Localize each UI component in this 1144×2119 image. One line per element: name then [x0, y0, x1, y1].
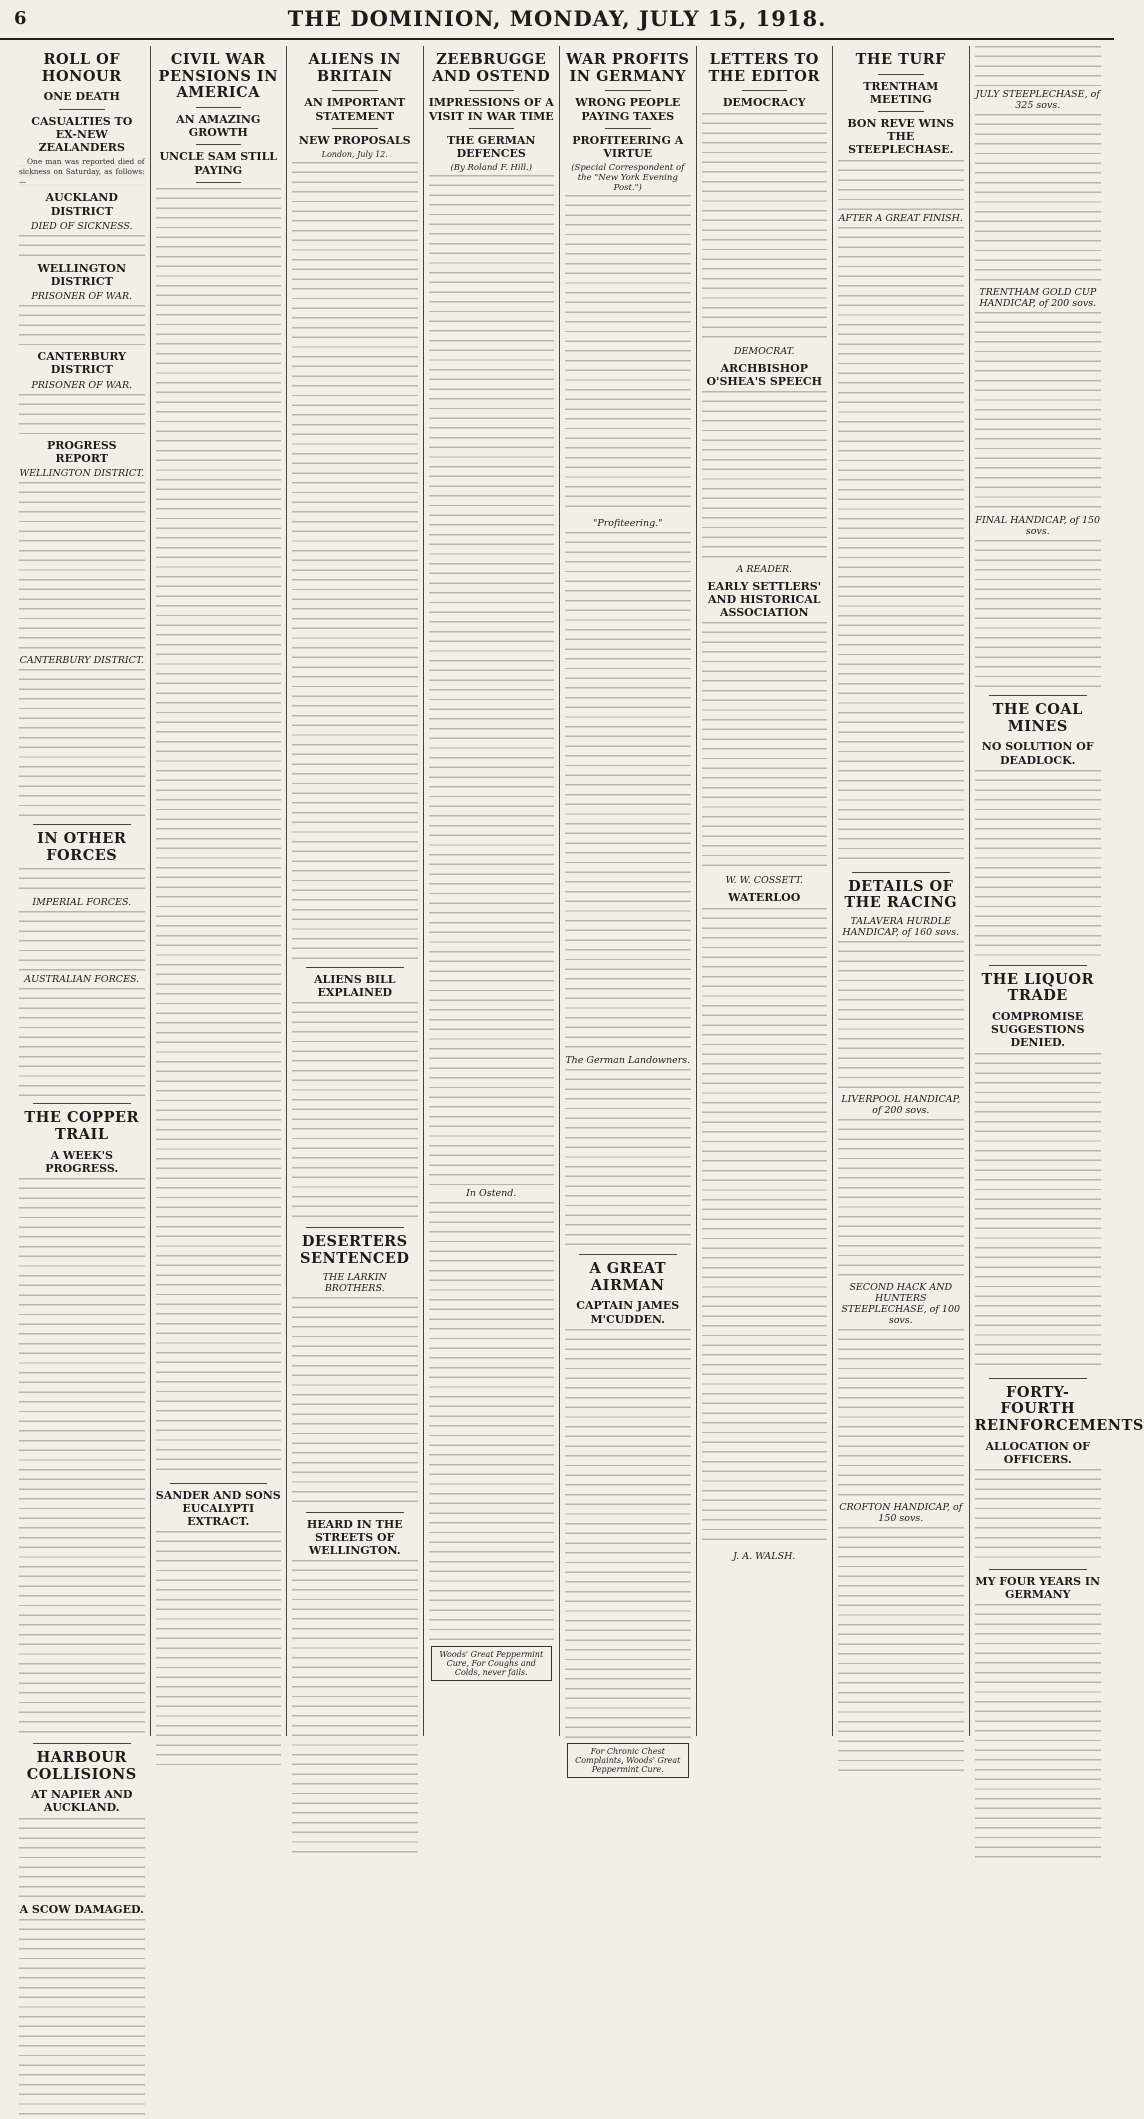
text-block: [292, 1002, 418, 1222]
text-block: [702, 908, 828, 1548]
signature: A READER.: [736, 563, 793, 575]
divider: [33, 824, 131, 825]
divider: [989, 1378, 1088, 1379]
text-lines: [702, 622, 828, 872]
text-lines: [429, 175, 555, 1185]
zeebrugge-ostend-heading: ZEEBRUGGE AND OSTEND: [432, 51, 551, 85]
text-block: [429, 175, 555, 1185]
details-racing-heading: DETAILS OF THE RACING: [844, 877, 958, 912]
text-block: [19, 988, 145, 1098]
divider: [469, 90, 515, 91]
text-block: [838, 1527, 964, 1777]
text-block: [19, 482, 145, 652]
july-steeplechase-label: JULY STEEPLECHASE, of 325 sovs.: [975, 89, 1100, 111]
column-3: [287, 46, 424, 1736]
great-finish-label: AFTER A GREAT FINISH.: [838, 212, 963, 224]
divider: [59, 109, 105, 110]
text-lines: [975, 1053, 1102, 1373]
text-block: [19, 235, 145, 257]
text-lines: [19, 1919, 145, 2119]
copper-trail-heading: THE COPPER TRAIL: [24, 1109, 140, 1143]
text-lines: [838, 227, 964, 867]
text-block: [565, 1329, 691, 1739]
text-block: [19, 1178, 145, 1738]
text-lines: [975, 1604, 1102, 1864]
civil-war-pensions-heading: CIVIL WAR PENSIONS IN AMERICA: [158, 51, 278, 102]
text-block: [19, 1818, 145, 1898]
text-lines: [292, 162, 418, 962]
text-block: [975, 1604, 1102, 1864]
crofton-label: CROFTON HANDICAP, of 150 sovs.: [839, 1501, 963, 1524]
uncle-sam-subheading: UNCLE SAM STILL PAYING: [159, 150, 278, 177]
no-solution-subheading: NO SOLUTION OF DEADLOCK.: [981, 740, 1094, 767]
divider: [989, 965, 1088, 966]
text-block: [156, 1531, 282, 1771]
mccudden-subheading: CAPTAIN JAMES M'CUDDEN.: [576, 1299, 680, 1326]
text-lines: [292, 1002, 418, 1222]
text-block: [975, 312, 1102, 512]
signature: W. W. COSSETT.: [725, 875, 804, 887]
roll-of-honour-heading: ROLL OF HONOUR: [41, 51, 122, 85]
died-of-sickness-label: DIED OF SICKNESS.: [30, 220, 133, 232]
column-7: [833, 46, 970, 1736]
text-lines: [292, 1297, 418, 1507]
napier-auckland-subheading: AT NAPIER AND AUCKLAND.: [31, 1788, 133, 1815]
war-profits-heading: WAR PROFITS IN GERMANY: [566, 51, 690, 85]
text-lines: [838, 1119, 964, 1279]
divider: [742, 90, 788, 91]
divider: [306, 967, 404, 968]
prisoner-of-war-label: PRISONER OF WAR.: [31, 379, 133, 391]
trentham-meeting-subheading: TRENTHAM MEETING: [863, 79, 939, 106]
article-body: [19, 157, 145, 186]
text-lines: [838, 1329, 964, 1499]
intro-text: One man was reported died of sickness on Saturday, as follows:—: [19, 157, 145, 186]
column-2: [151, 46, 288, 1736]
text-block: [292, 1560, 418, 1860]
text-block: [838, 941, 964, 1091]
divider: [605, 90, 651, 91]
divider: [196, 107, 242, 108]
text-lines: [292, 1560, 418, 1860]
text-block: [975, 114, 1102, 284]
compromise-subheading: COMPROMISE SUGGESTIONS DENIED.: [990, 1010, 1085, 1050]
german-landowners-label: The German Landowners.: [565, 1055, 691, 1067]
divider: [196, 144, 242, 145]
text-block: [702, 113, 828, 343]
text-lines: [702, 391, 828, 561]
chest-complaints-ad: For Chronic Chest Complaints, Woods' Great Peppermint Cure.: [567, 1743, 689, 1778]
aliens-in-britain-heading: ALIENS IN BRITAIN: [308, 51, 402, 85]
aliens-bill-explained-heading: ALIENS BILL EXPLAINED: [313, 972, 396, 1000]
peppermint-cure-ad: Woods' Great Peppermint Cure, For Coughs and Colds, never fails.: [431, 1646, 553, 1681]
divider: [170, 1483, 268, 1484]
dateline: London, July 12.: [321, 149, 388, 159]
column-8: [970, 46, 1144, 1736]
deserters-sentenced-heading: DESERTERS SENTENCED: [299, 1233, 410, 1267]
text-block: [292, 162, 418, 962]
liquor-trade-heading: THE LIQUOR TRADE: [981, 970, 1095, 1005]
scow-damaged-subheading: A SCOW DAMAGED.: [19, 1902, 144, 1916]
text-lines: [565, 532, 691, 1052]
text-lines: [975, 46, 1102, 86]
canterbury-district-heading: CANTERBURY DISTRICT: [37, 350, 127, 377]
byline: (Special Correspondent of the "New York Evening Post."): [571, 163, 685, 194]
text-block: [702, 622, 828, 872]
eucalypti-extract-heading: SANDER AND SONS EUCALYPTI EXTRACT.: [155, 1488, 281, 1529]
canterbury-district-label: CANTERBURY DISTRICT.: [19, 654, 144, 666]
bon-reve-subheading: BON REVE WINS THE STEEPLECHASE.: [847, 117, 955, 157]
text-block: [292, 1297, 418, 1507]
second-hack-label: SECOND HACK AND HUNTERS STEEPLECHASE, of 100 sovs.: [841, 1281, 961, 1326]
newspaper-title: THE DOMINION, MONDAY, JULY 15, 1918.: [287, 6, 827, 31]
text-lines: [838, 160, 964, 210]
heard-in-streets-heading: HEARD IN THE STREETS OF WELLINGTON.: [306, 1517, 403, 1557]
in-other-forces-heading: IN OTHER FORCES: [37, 829, 127, 864]
text-block: [975, 770, 1102, 960]
divider: [878, 111, 924, 112]
text-lines: [565, 1069, 691, 1249]
divider: [989, 1569, 1088, 1570]
wrong-people-subheading: WRONG PEOPLE PAYING TAXES: [575, 96, 681, 123]
coal-mines-heading: THE COAL MINES: [992, 701, 1083, 735]
text-block: [565, 1069, 691, 1249]
divider: [852, 872, 950, 873]
text-lines: [702, 113, 828, 343]
divider: [33, 1743, 131, 1744]
democracy-subheading: DEMOCRACY: [722, 96, 806, 110]
divider: [579, 1254, 677, 1255]
column-5: [560, 46, 697, 1774]
divider: [605, 128, 651, 129]
prisoner-of-war-label: PRISONER OF WAR.: [31, 291, 133, 303]
profiteering-virtue-subheading: PROFITEERING A VIRTUE: [572, 133, 684, 160]
text-lines: [975, 540, 1102, 690]
important-statement-subheading: AN IMPORTANT STATEMENT: [304, 96, 406, 123]
auckland-district-heading: AUCKLAND DISTRICT: [45, 191, 118, 218]
text-lines: [429, 1202, 555, 1642]
signature: J. A. WALSH.: [733, 1550, 796, 1562]
progress-report-heading: PROGRESS REPORT: [46, 438, 117, 465]
one-death-subheading: ONE DEATH: [43, 90, 120, 104]
wellington-district-label: WELLINGTON DISTRICT.: [19, 467, 145, 479]
amazing-growth-subheading: AN AMAZING GROWTH: [176, 113, 261, 140]
in-ostend-label: In Ostend.: [466, 1188, 517, 1200]
early-settlers-subheading: EARLY SETTLERS' AND HISTORICAL ASSOCIATION: [707, 579, 822, 620]
text-lines: [19, 988, 145, 1098]
text-lines: [19, 482, 145, 652]
new-proposals-subheading: NEW PROPOSALS: [298, 133, 411, 147]
reinforcements-heading: FORTY-FOURTH REINFORCEMENTS: [974, 1383, 1144, 1434]
text-lines: [19, 669, 145, 819]
wellington-district-heading: WELLINGTON DISTRICT: [37, 261, 127, 288]
text-lines: [838, 1527, 964, 1777]
divider: [306, 1512, 404, 1513]
liverpool-label: LIVERPOOL HANDICAP, of 200 sovs.: [841, 1093, 961, 1116]
larkin-brothers-label: THE LARKIN BROTHERS.: [322, 1271, 387, 1294]
divider: [33, 1103, 131, 1104]
column-1: [14, 46, 151, 1916]
divider: [306, 1227, 404, 1228]
text-lines: [702, 908, 828, 1548]
text-lines: [838, 941, 964, 1091]
signature: DEMOCRAT.: [733, 345, 795, 357]
text-lines: [19, 305, 145, 345]
text-lines: [19, 1818, 145, 1898]
german-defences-subheading: THE GERMAN DEFENCES: [447, 133, 536, 160]
text-block: [19, 868, 145, 894]
the-turf-heading: THE TURF: [855, 51, 946, 68]
text-lines: [565, 195, 691, 515]
text-block: [19, 911, 145, 971]
divider: [878, 74, 924, 75]
column-4: [424, 46, 561, 1736]
casualties-subheading: CASUALTIES TO EX-NEW ZEALANDERS: [31, 114, 133, 154]
divider: [989, 695, 1088, 696]
text-lines: [975, 114, 1102, 284]
text-block: [565, 532, 691, 1052]
text-lines: [975, 1469, 1102, 1564]
impressions-subheading: IMPRESSIONS OF A VISIT IN WAR TIME: [428, 96, 554, 123]
four-years-germany-heading: MY FOUR YEARS IN GERMANY: [975, 1575, 1101, 1602]
column-6: [697, 46, 834, 1736]
divider: [332, 90, 378, 91]
text-block: [838, 227, 964, 867]
text-block: [156, 188, 282, 1478]
text-block: [975, 540, 1102, 690]
page-columns: [14, 46, 1144, 1916]
gold-cup-label: TRENTHAM GOLD CUP HANDICAP, of 200 sovs.: [979, 287, 1097, 309]
text-block: [838, 1329, 964, 1499]
great-airman-heading: A GREAT AIRMAN: [589, 1260, 667, 1294]
imperial-forces-label: IMPERIAL FORCES.: [32, 897, 132, 909]
profiteering-label: "Profiteering.": [592, 518, 663, 530]
final-handicap-label: FINAL HANDICAP, of 150 sovs.: [975, 515, 1101, 537]
page-number: 6: [14, 8, 27, 29]
text-block: [19, 669, 145, 819]
archbishop-speech-subheading: ARCHBISHOP O'SHEA'S SPEECH: [706, 361, 822, 388]
text-block: [702, 391, 828, 561]
text-block: [975, 46, 1102, 86]
text-lines: [19, 868, 145, 894]
talavera-label: TALAVERA HURDLE HANDICAP, of 160 sovs.: [842, 915, 960, 938]
text-block: [565, 195, 691, 515]
allocation-subheading: ALLOCATION OF OFFICERS.: [985, 1439, 1090, 1466]
text-lines: [19, 235, 145, 257]
text-lines: [975, 770, 1102, 960]
text-lines: [565, 1329, 691, 1739]
byline: (By Roland F. Hill.): [450, 163, 533, 174]
letters-to-editor-heading: LETTERS TO THE EDITOR: [708, 51, 820, 85]
text-lines: [19, 911, 145, 971]
text-block: [19, 1919, 145, 2119]
harbour-collisions-heading: HARBOUR COLLISIONS: [26, 1748, 137, 1783]
text-lines: [19, 1178, 145, 1738]
text-lines: [156, 188, 282, 1478]
divider: [332, 128, 378, 129]
text-block: [838, 1119, 964, 1279]
text-lines: [975, 312, 1102, 512]
waterloo-subheading: WATERLOO: [728, 891, 801, 905]
masthead: [0, 0, 1114, 40]
text-block: [429, 1202, 555, 1642]
text-block: [838, 160, 964, 210]
divider: [469, 128, 515, 129]
text-block: [975, 1053, 1102, 1373]
australian-forces-label: AUSTRALIAN FORCES.: [24, 974, 140, 986]
text-lines: [19, 394, 145, 434]
text-block: [19, 305, 145, 345]
text-block: [975, 1469, 1102, 1564]
text-lines: [156, 1531, 282, 1771]
weeks-progress-subheading: A WEEK'S PROGRESS.: [45, 1148, 119, 1175]
divider: [196, 182, 242, 183]
text-block: [19, 394, 145, 434]
